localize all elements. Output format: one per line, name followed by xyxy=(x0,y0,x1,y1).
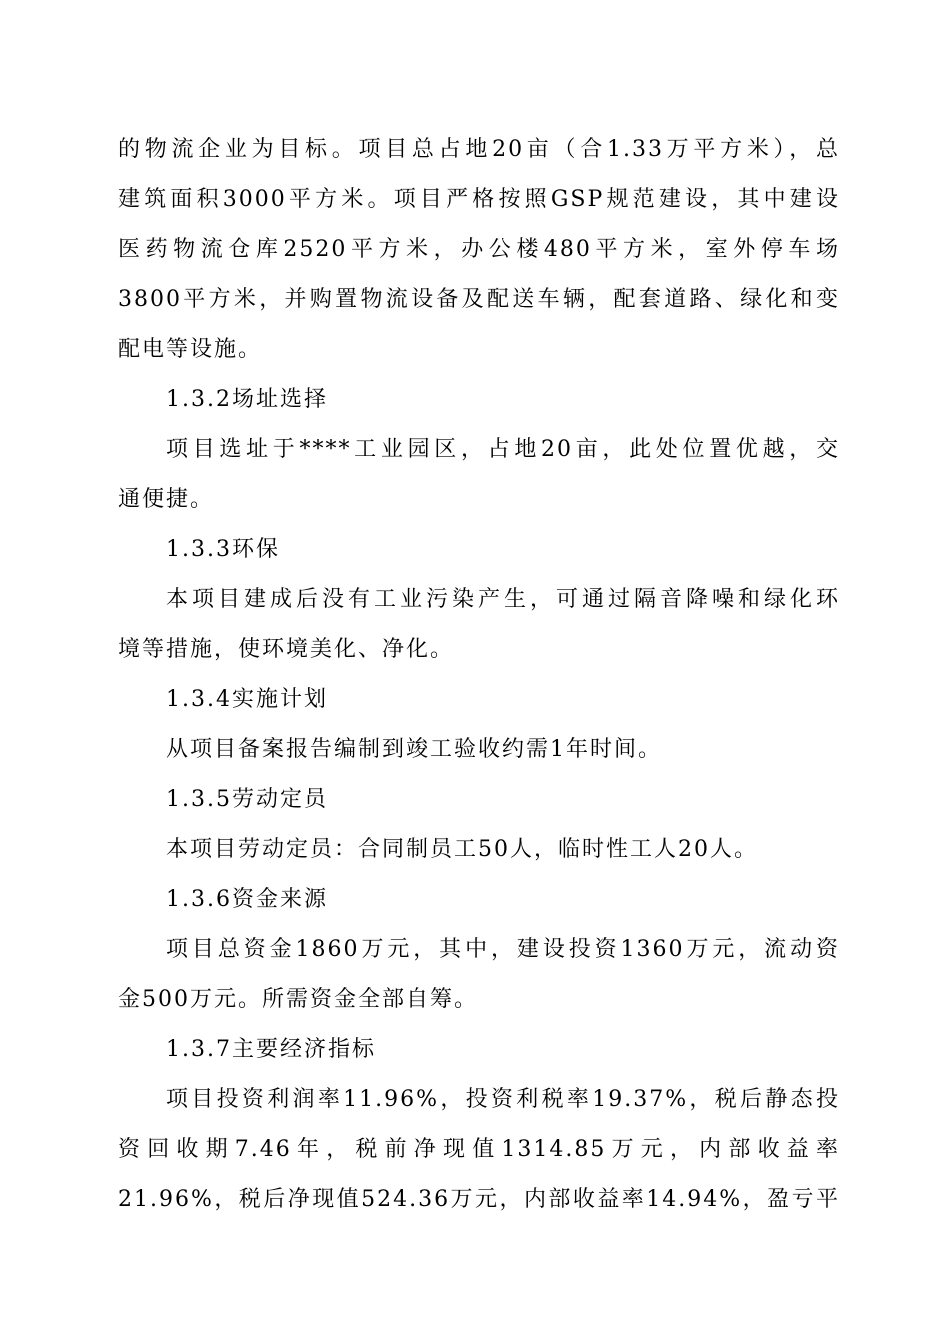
paragraph-line: 本项目建成后没有工业污染产生，可通过隔音降噪和绿化环 xyxy=(166,587,840,612)
paragraph-line: 建筑面积3000平方米。项目严格按照GSP规范建设，其中建设 xyxy=(118,187,840,212)
section-heading: 1.3.6资金来源 xyxy=(166,887,328,912)
paragraph-line: 境等措施，使环境美化、净化。 xyxy=(118,637,455,662)
paragraph-line: 医药物流仓库2520平方米，办公楼480平方米，室外停车场 xyxy=(118,237,840,262)
section-heading: 1.3.7主要经济指标 xyxy=(166,1037,376,1062)
paragraph-line: 的物流企业为目标。项目总占地20亩（合1.33万平方米），总 xyxy=(118,137,840,162)
section-heading: 1.3.3环保 xyxy=(166,537,280,562)
paragraph-line: 项目总资金1860万元，其中，建设投资1360万元，流动资 xyxy=(166,937,840,962)
paragraph-line: 从项目备案报告编制到竣工验收约需1年时间。 xyxy=(166,737,662,762)
paragraph-line: 3800平方米，并购置物流设备及配送车辆，配套道路、绿化和变 xyxy=(118,287,840,312)
paragraph-line: 项目投资利润率11.96%，投资利税率19.37%，税后静态投 xyxy=(166,1087,840,1112)
paragraph-line: 配电等设施。 xyxy=(118,337,263,362)
paragraph-line: 资回收期7.46年，税前净现值1314.85万元，内部收益率 xyxy=(118,1137,840,1162)
section-heading: 1.3.5劳动定员 xyxy=(166,787,328,812)
paragraph-line: 本项目劳动定员：合同制员工50人，临时性工人20人。 xyxy=(166,837,758,862)
paragraph-line: 21.96%，税后净现值524.36万元，内部收益率14.94%，盈亏平 xyxy=(118,1187,840,1212)
paragraph-line: 通便捷。 xyxy=(118,487,215,512)
section-heading: 1.3.4实施计划 xyxy=(166,687,328,712)
section-heading: 1.3.2场址选择 xyxy=(166,387,328,412)
paragraph-line: 项目选址于****工业园区，占地20亩，此处位置优越，交 xyxy=(166,437,840,462)
paragraph-line: 金500万元。所需资金全部自筹。 xyxy=(118,987,478,1012)
